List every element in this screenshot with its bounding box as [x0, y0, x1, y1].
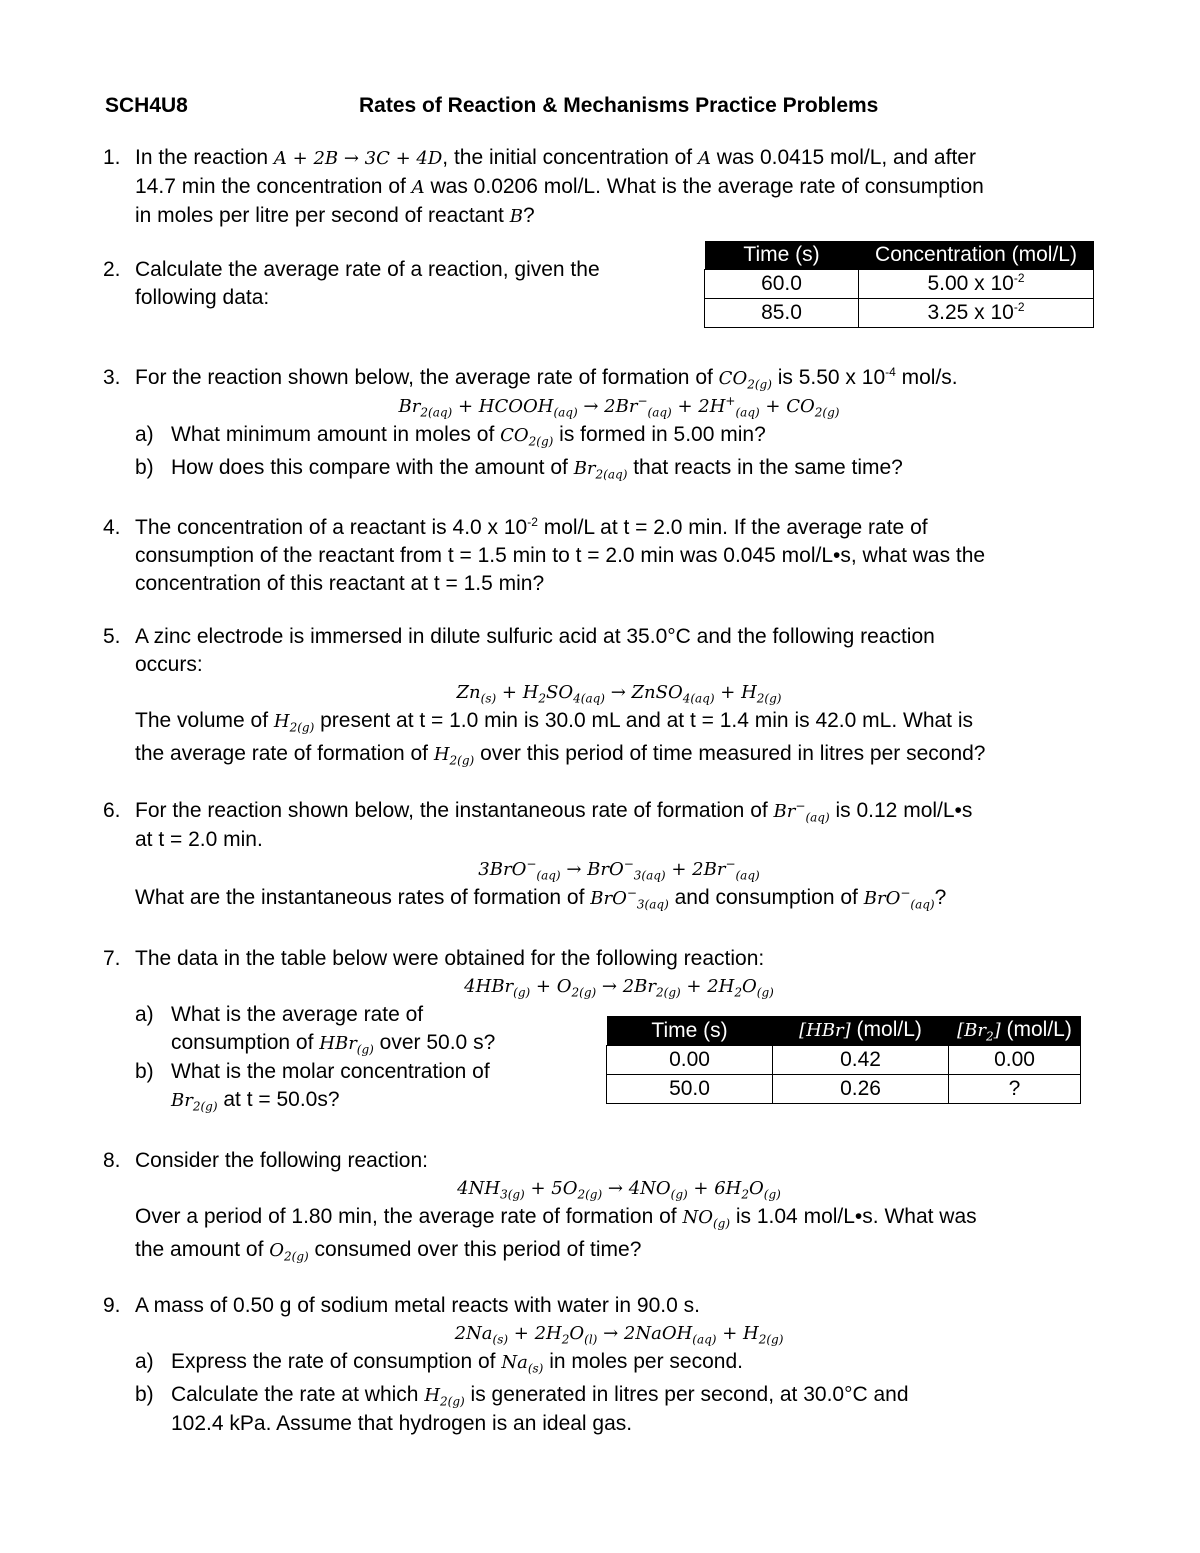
- question-9: [103, 1292, 1103, 1438]
- q9-line1: A mass of 0.50 g of sodium metal reacts with water in 90.0 s.: [135, 1294, 700, 1317]
- table-cell: ?: [949, 1075, 1081, 1104]
- q8-line2: Over a period of 1.80 min, the average rate of formation of $NO_{(g)}$ is 1.04 mol/L•s. What was: [135, 1205, 977, 1231]
- column-header: Time (s): [705, 241, 859, 270]
- q3-line1: For the reaction shown below, the average rate of formation of $CO_{2(g)}$ is 5.50 x $10^{-4}$ mol/s.: [135, 365, 958, 392]
- q7-line1: The data in the table below were obtained for the following reaction:: [135, 947, 765, 970]
- question-number: 1.: [103, 146, 121, 169]
- equation: $2Na_{(s)} + 2H_2O_{(l)}$ → 2NaOH$_{(aq)}$ + $H_{2(g)}$: [454, 1323, 784, 1347]
- column-header: [HBr] (mol/L): [773, 1016, 949, 1046]
- question-number: 4.: [103, 516, 121, 539]
- equation: $4NH_{3(g)} + 5O_{2(g)} \to 4NO_{(g)} + 6H_2O_{(g)}$: [457, 1178, 781, 1202]
- question-number: 5.: [103, 625, 121, 648]
- table-cell: 5.00 x $10^{-2}$: [859, 270, 1094, 299]
- column-header: Concentration (mol/L): [859, 241, 1094, 270]
- q1-line1: In the reaction A + 2B → 3C + 4D, the initial concentration of A was 0.0415 mol/L, and after: [135, 146, 976, 169]
- question-number: 9.: [103, 1294, 121, 1317]
- question-5: [103, 623, 1103, 769]
- q2-data-table: [704, 241, 1094, 328]
- sub-question-a: a) Express the rate of consumption of $Na_{(s)}$ in moles per second.: [135, 1350, 743, 1376]
- table-cell: 0.26: [773, 1075, 949, 1104]
- q6-line3: What are the instantaneous rates of formation of BrO−$_{3(aq)}$ and consumption of BrO−$_{(aq)}$?: [135, 886, 947, 912]
- equation: $3BrO^-_{(aq)} \to BrO^-_{3(aq)} + 2Br^-_{(aq)}$: [478, 857, 760, 883]
- sub-question-b: b) What is the molar concentration of $Br_{2(g)}$ at t = 50.0s?: [135, 1060, 490, 1114]
- q1-line2: 14.7 min the concentration of A was 0.0206 mol/L. What is the average rate of consumption: [135, 175, 984, 198]
- table-cell: 85.0: [705, 299, 859, 328]
- q4-line1: The concentration of a reactant is 4.0 x $10^{-2}$ mol/L at t = 2.0 min. If the average rate of: [135, 515, 928, 539]
- table-cell: 50.0: [607, 1075, 773, 1104]
- question-4: [103, 514, 1103, 598]
- page-header: [105, 92, 1105, 120]
- q5-line4: the average rate of formation of $H_{2(g)}$ over this period of time measured in litres per second?: [135, 742, 986, 768]
- question-8: [103, 1147, 1103, 1265]
- equation: A + 2B → 3C + 4D: [273, 148, 443, 169]
- equation: $Zn_{(s)} + H_2SO_{4(aq)}$ → ZnSO$_{4(aq)}$ + $H_{2(g)}$: [456, 682, 782, 706]
- question-number: 2.: [103, 258, 121, 281]
- question-6: [103, 797, 1103, 913]
- sub-question-b: b) How does this compare with the amount of $Br_{2(aq)}$ that reacts in the same time?: [135, 456, 903, 482]
- q6-line1: For the reaction shown below, the instantaneous rate of formation of $Br^-_{(aq)}$ is 0.12 mol/L•s: [135, 799, 973, 825]
- q5-line1: A zinc electrode is immersed in dilute sulfuric acid at 35.0°C and the following reaction: [135, 625, 935, 648]
- q6-line2: at t = 2.0 min.: [135, 828, 263, 851]
- q2-line1: Calculate the average rate of a reaction, given the: [135, 258, 600, 281]
- q5-line2: occurs:: [135, 653, 203, 676]
- question-3: [103, 364, 1103, 483]
- question-number: 6.: [103, 799, 121, 822]
- table-cell: 3.25 x $10^{-2}$: [859, 299, 1094, 328]
- table-cell: 0.00: [607, 1046, 773, 1075]
- q4-line3: concentration of this reactant at t = 1.5 min?: [135, 572, 545, 595]
- table-cell: 0.42: [773, 1046, 949, 1075]
- equation: $4HBr_{(g)} + O_{2(g)} \to 2Br_{2(g)} + 2H_2O_{(g)}$: [464, 976, 774, 1000]
- course-code: SCH4U8: [105, 94, 188, 117]
- sub-question-a: a) What is the average rate of consumption of HBr$_{(g)}$ over 50.0 s?: [135, 1003, 496, 1057]
- q8-line1: Consider the following reaction:: [135, 1149, 428, 1172]
- sub-question-b: b) Calculate the rate at which $H_{2(g)}$ is generated in litres per second, at 30.0°C and 102.4 kPa. Assume that hydrogen is an ideal gas.: [135, 1383, 909, 1435]
- table-row: [607, 1046, 1081, 1075]
- question-1: [103, 144, 1103, 231]
- table-row: [705, 299, 1094, 328]
- q8-line3: the amount of $O_{2(g)}$ consumed over this period of time?: [135, 1238, 642, 1264]
- q1-line3: in moles per litre per second of reactant B?: [135, 204, 535, 227]
- table-row: [607, 1075, 1081, 1104]
- table-row: [705, 270, 1094, 299]
- column-header: Time (s): [607, 1016, 773, 1046]
- q4-line2: consumption of the reactant from t = 1.5 min to t = 2.0 min was 0.045 mol/L•s, what was the: [135, 544, 986, 567]
- q2-line2: following data:: [135, 286, 270, 309]
- table-cell: 0.00: [949, 1046, 1081, 1075]
- question-number: 7.: [103, 947, 121, 970]
- q7-data-table: [606, 1016, 1081, 1104]
- sub-question-a: a) What minimum amount in moles of $CO_{2(g)}$ is formed in 5.00 min?: [135, 423, 766, 449]
- question-number: 3.: [103, 366, 121, 389]
- table-cell: 60.0: [705, 270, 859, 299]
- column-header: $[Br_2]$ (mol/L): [949, 1016, 1081, 1046]
- page-title: Rates of Reaction & Mechanisms Practice Problems: [359, 94, 879, 117]
- equation: $Br_{2(aq)}$ + $HCOOH_{(aq)} \to 2Br^-_{(aq)} + 2H^+_{(aq)} + CO_{2(g)}$: [398, 394, 840, 420]
- q5-line3: The volume of $H_{2(g)}$ present at t = 1.0 min is 30.0 mL and at t = 1.4 min is 42.0 mL. What is: [135, 709, 974, 735]
- question-number: 8.: [103, 1149, 121, 1172]
